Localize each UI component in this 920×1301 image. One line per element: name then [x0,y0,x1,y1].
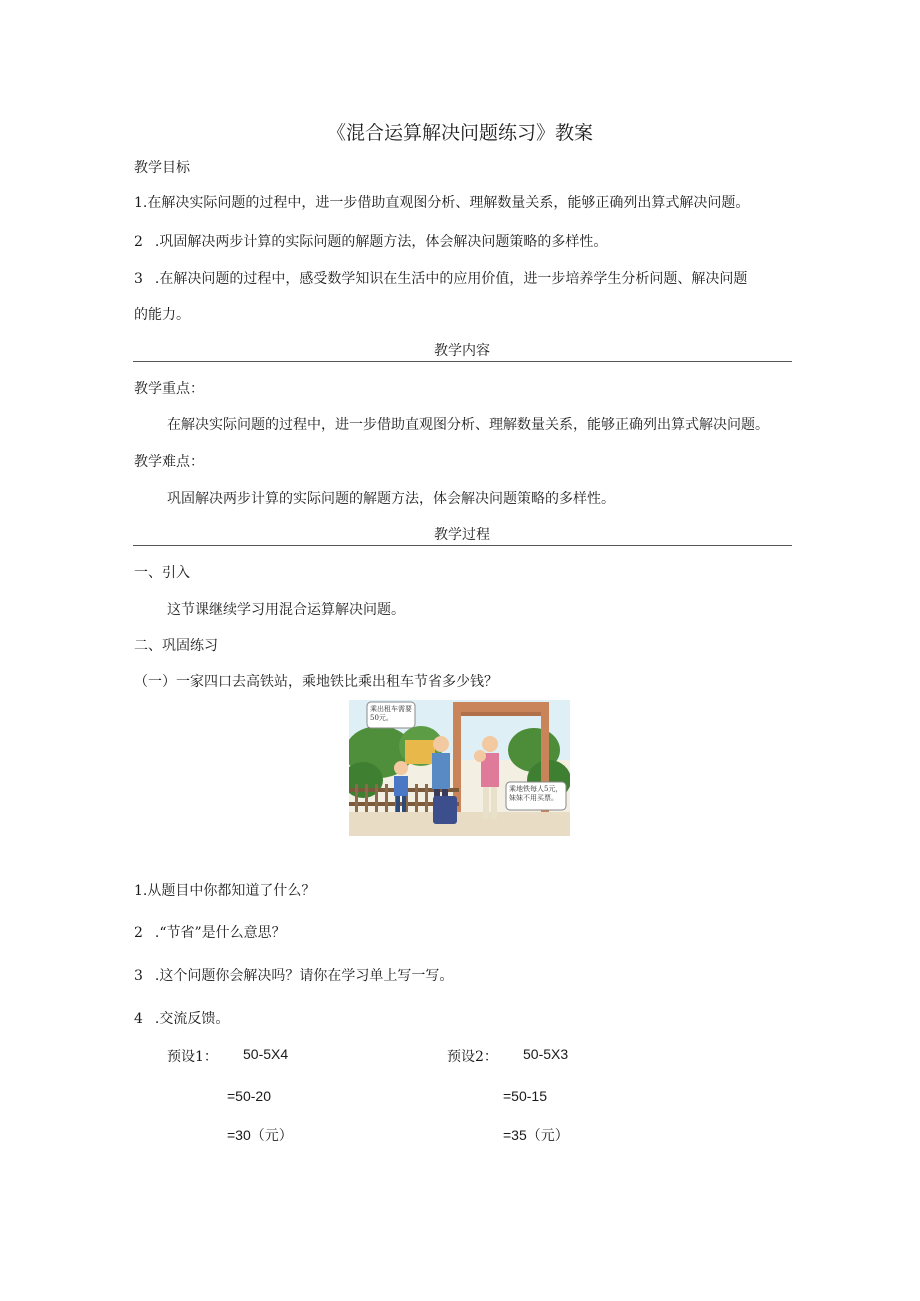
preset-1-step: =50-20 [227,1088,271,1104]
content-heading: 教学内容 [434,343,490,359]
preset-2-result: =35（元） [503,1127,569,1143]
subway-speech-bubble: 乘地铁每人5元，妹妹不用买票。 [509,785,563,802]
difficulty-text: 巩固解决两步计算的实际问题的解题方法，体会解决问题策略的多样性。 [167,491,615,507]
problem-illustration [349,700,570,836]
goal-1: 1.在解决实际问题的过程中，进一步借助直观图分析、理解数量关系，能够正确列出算式解决问题。 [134,195,750,211]
problem-1: （一）一家四口去高铁站，乘地铁比乘出租车节省多少钱？ [134,674,498,690]
goal-3 [134,268,747,288]
question-2-number: 2 [134,925,143,941]
goal-3-continued: 的能力。 [134,307,190,323]
difficulty-label: 教学难点： [134,454,204,470]
preset-2-label: 预设2： [447,1049,498,1065]
preset-1-result: =30（元） [227,1127,293,1143]
question-3 [134,965,453,985]
content-divider [133,361,792,362]
question-4-number: 4 [134,1011,143,1027]
taxi-speech-bubble: 乘出租车需要50元。 [370,705,412,722]
process-divider [133,545,792,546]
question-2-text: .“节省”是什么意思？ [154,925,286,941]
preset-1-expression: 50-5X4 [243,1046,289,1062]
key-point-text: 在解决实际问题的过程中，进一步借助直观图分析、理解数量关系，能够正确列出算式解决问题。 [167,417,769,433]
preset-1-label: 预设1： [167,1049,218,1065]
step-1-text: 这节课继续学习用混合运算解决问题。 [167,602,405,618]
process-heading: 教学过程 [434,527,490,543]
key-point-label: 教学重点： [134,381,204,397]
question-2 [134,922,286,942]
goal-2-number: 2 [134,234,143,250]
step-2-heading: 二、巩固练习 [134,638,218,654]
question-4-text: .交流反馈。 [154,1011,230,1027]
question-3-text: .这个问题你会解决吗？请你在学习单上写一写。 [154,968,454,984]
preset-2-step: =50-15 [503,1088,547,1104]
document-title: 《混合运算解决问题练习》教案 [326,122,593,144]
question-4 [134,1008,229,1028]
goal-2-text: .巩固解决两步计算的实际问题的解题方法，体会解决问题策略的多样性。 [154,234,608,250]
goals-heading: 教学目标 [134,160,190,176]
step-1-heading: 一、引入 [134,565,190,581]
question-3-number: 3 [134,968,143,984]
question-1: 1.从题目中你都知道了什么？ [134,883,316,899]
goal-3-text: .在解决问题的过程中，感受数学知识在生活中的应用价值，进一步培养学生分析问题、解决问题 [154,271,748,287]
goal-2 [134,231,607,251]
goal-3-number: 3 [134,271,143,287]
preset-2-expression: 50-5X3 [523,1046,569,1062]
